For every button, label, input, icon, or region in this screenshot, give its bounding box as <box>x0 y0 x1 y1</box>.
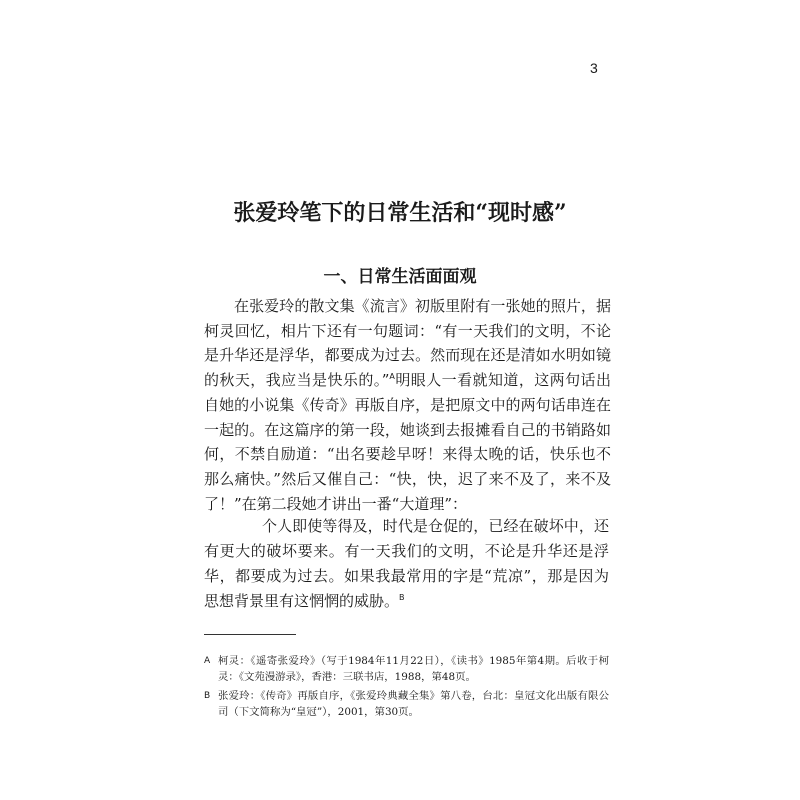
block-quote <box>204 514 609 614</box>
footnote-text-a: 柯灵：《遥寄张爱玲》（写于1984年11月22日），《读书》1985年第4期。后收于柯灵：《文苑漫游录》，香港：三联书店，1988，第48页。 <box>218 655 609 683</box>
quote-text: 个人即使等得及，时代是仓促的，已经在破坏中，还有更大的破坏要来。有一天我们的文明，不论是升华还是浮华，都要成为过去。如果我最常用的字是“荒凉”，那是因为思想背景里有这惘惘的威胁。 <box>204 517 609 610</box>
footnotes <box>204 653 609 723</box>
footnote-marker-b: B <box>204 691 211 701</box>
footnote-marker-a: A <box>204 656 211 666</box>
footnote-ref-a[interactable]: A <box>389 372 395 382</box>
body-text-part-2: 明眼人一看就知道，这两句话出自她的小说集《传奇》再版自序，是把原文中的两句话串连在一起的。在这篇序的第一段，她谈到去报摊看自己的书销路如何，不禁自励道：“出名要趁早呀！来得太晚的话，快乐也不那么痛快。”然后又催自己：“快，快，迟了来不及了，来不及了！”在第二段她才讲出一番“大道理”： <box>204 371 611 513</box>
body-text-part-1: 在张爱玲的散文集《流言》初版里附有一张她的照片，据柯灵回忆，相片下还有一句题词：“有一天我们的文明，不论是升华还是浮华，都要成为过去。然而现在还是清如水明如镜的秋天，我应当是快乐的。” <box>204 297 611 390</box>
section-heading: 一、日常生活面面观 <box>323 267 477 287</box>
page-number: 3 <box>590 60 598 76</box>
footnote-b <box>204 688 609 720</box>
footnote-a <box>204 653 609 685</box>
body-paragraph <box>204 294 611 516</box>
footnote-text-b: 张爱玲：《传奇》再版自序，《张爱玲典藏全集》第八卷，台北：皇冠文化出版有限公司（下文简称为“皇冠”），2001，第30页。 <box>218 690 609 718</box>
footnote-ref-b[interactable]: B <box>399 593 405 602</box>
chapter-title: 张爱玲笔下的日常生活和“现时感” <box>233 200 567 226</box>
footnote-divider <box>204 634 296 635</box>
